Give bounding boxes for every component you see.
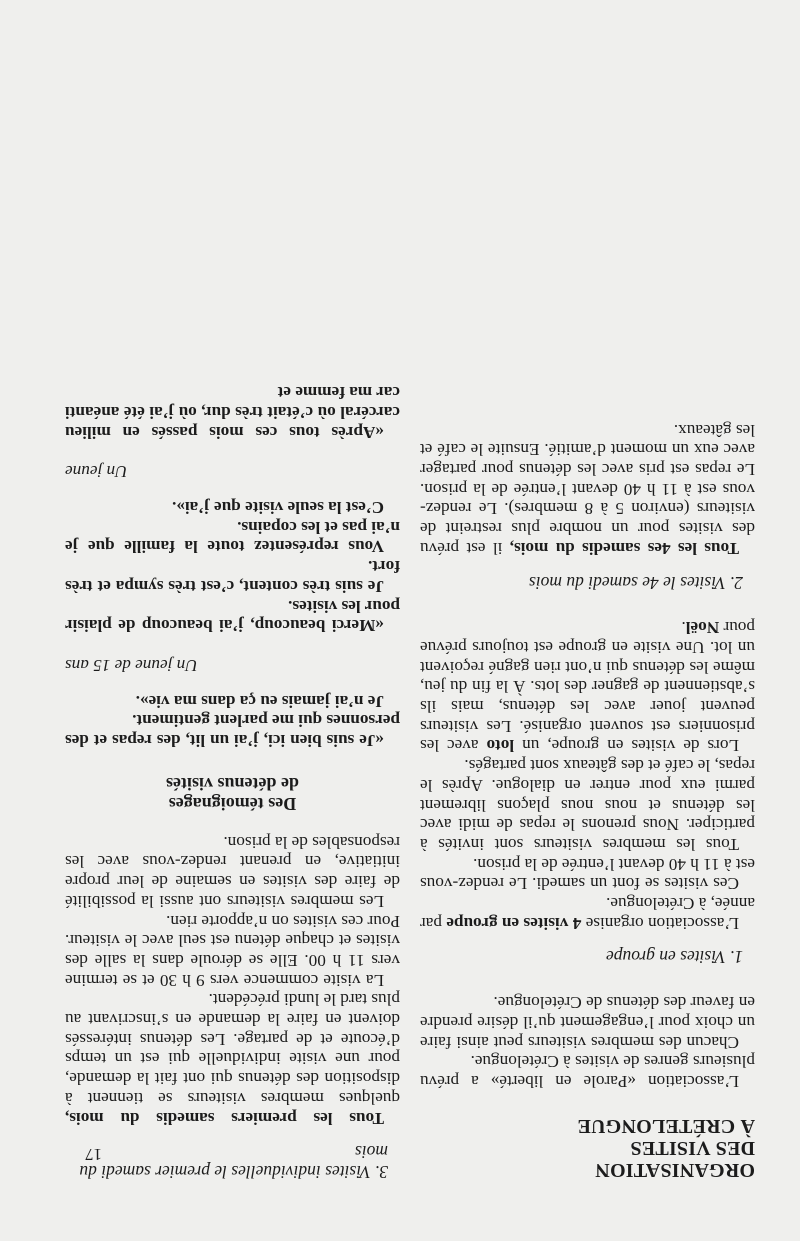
testimonial-quote	[65, 691, 400, 750]
title-line: DES VISITES	[630, 1137, 755, 1159]
section-1-paragraph: L’association organise 4 visites en groupe par année, à Crételongue.	[420, 894, 755, 933]
section-1-heading: 1. Visites en groupe	[605, 947, 743, 968]
intro-paragraph: Chacun des membres visiteurs peut ainsi faire un choix pour l’engagement qu’il désire prendre en faveur des détenus de Crételongue.	[420, 993, 755, 1052]
quote-line: Je suis très content, c’est très sympa et très fort.	[65, 557, 400, 596]
section-2-heading: 2. Visites le 4e samedi du mois	[528, 572, 743, 593]
quote-line: C’est la seule visite que j’ai».	[172, 498, 384, 518]
title-line: À CRÉTELONGUE	[577, 1115, 755, 1137]
testimonials-title-line: Des témoignages	[168, 794, 297, 815]
testimonial-attribution: Un jeune de 15 ans	[65, 655, 198, 675]
right-column	[65, 377, 400, 1182]
section-2-paragraph: Tous les 4es samedis du mois, il est prévu des visites pour un nombre plus restreint de visiteurs (environ 5 à 8 membres). Le rendez-vous est à 11 h 40 devant l’entrée de la prison. Le repas est pris avec les détenus pour partager avec eux un moment d’amitié. Ensuite le café et les gâteaux.	[420, 420, 755, 558]
page-number: 17	[85, 1144, 102, 1164]
testimonial-attribution: Un jeune	[65, 462, 128, 482]
section-1-paragraph: Lors de visites en groupe, un loto avec les prisonniers est souvent organisé. Les visiteurs peuvent jouer avec les détenus, mais ils s’abstiennent de gagner des lots. À la fin du jeu, même les détenus qui n’ont rien gagné reçoivent un lot. Une visite en groupe est toujours prévue pour Noël.	[420, 618, 755, 756]
page-title	[420, 1115, 755, 1181]
quote-line: «Je suis bien ici, j’ai un lit, des repas et des personnes qui me parlent gentiment.	[65, 711, 400, 751]
quote-line: «Après tous ces mois passés en milieu carcéral où c’était très dur, où j’ai été anéanti car ma femme et	[65, 383, 400, 442]
section-3-paragraph: La visite commence vers 9 h 30 et se termine vers 11 h 00. Elle se déroule dans la salle des visites et chaque détenu est seul avec le visiteur. Pour ces visites on n’apporte rien.	[65, 911, 400, 990]
intro-paragraph: L’association «Parole en liberté» a prévu plusieurs genres de visites à Crételongue.	[420, 1052, 755, 1091]
section-3-paragraph: Tous les premiers samedis du mois, quelques membres visiteurs se tiennent à disposition des détenus qui ont fait la demande, pour une visite individuelle qui est un temps d’écoute et de partage. Les détenus intéressés doivent en faire la demande en s’inscrivant au plus tard le lundi précédent.	[65, 990, 400, 1128]
section-1-paragraph: Ces visites se font un samedi. Le rendez-vous est à 11 h 40 devant l’entrée de la prison.	[420, 854, 755, 894]
quote-line: «Merci beaucoup, j’ai beaucoup de plaisir pour les visites.	[65, 596, 400, 636]
testimonial-quote	[65, 497, 400, 635]
section-3-heading: 3. Visites individuelles le premier samedi du mois	[79, 1142, 388, 1182]
quote-line: Vous représentez toute la famille que je n’ai pas et les copains.	[65, 517, 400, 557]
section-1-paragraph: Tous les membres visiteurs sont invités à participer. Nous prenons le repas de midi avec les détenus et nous nous plaçons librement parmi eux pour entrer en dialogue. Après le repas, le café et des gâteaux sont partagés.	[420, 756, 755, 854]
testimonials-title-line: de détenus visités	[166, 774, 300, 795]
title-line: ORGANISATION	[595, 1159, 755, 1181]
left-column	[420, 420, 755, 1181]
testimonial-quote	[65, 383, 400, 442]
testimonials-title	[65, 774, 400, 814]
section-3-paragraph: Les membres visiteurs ont aussi la possibilité de faire des visites en semaine de leur propre initiative, en prenant rendez-vous avec les responsables de la prison.	[65, 832, 400, 911]
quote-line: Je n’ai jamais eu ça dans ma vie».	[135, 691, 384, 711]
